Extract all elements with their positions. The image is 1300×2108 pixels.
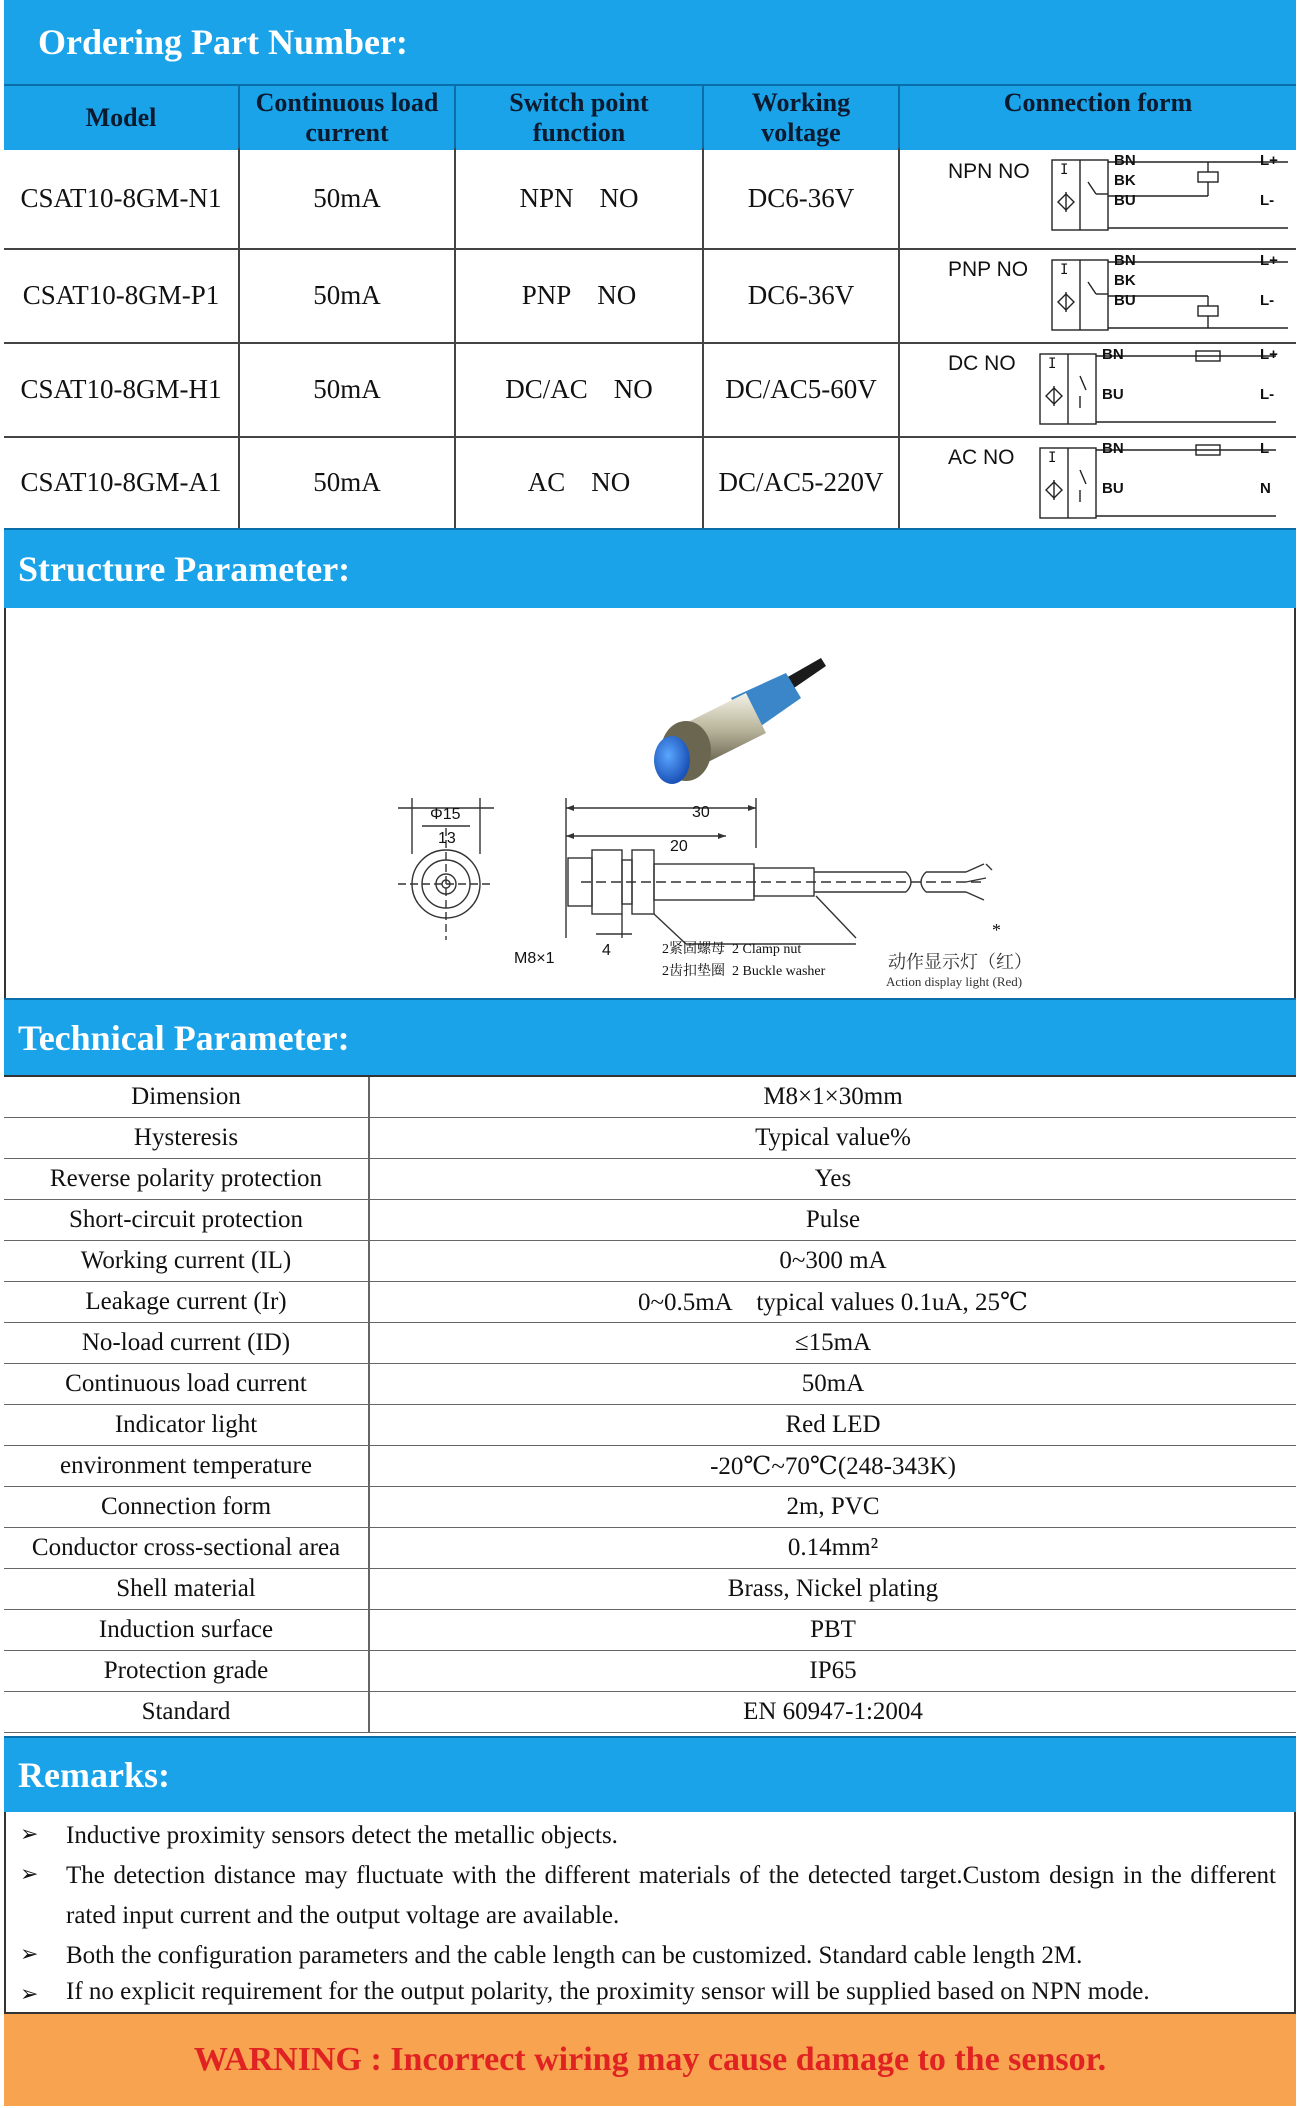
function-type: PNP — [521, 279, 572, 310]
section-header-technical — [4, 998, 1296, 1075]
tech-param-value: M8×1×30mm — [763, 1083, 903, 1110]
tech-param-value: 0~300 mA — [779, 1247, 887, 1274]
tech-param-value: 2m, PVC — [786, 1493, 880, 1520]
header-model: Model — [4, 86, 240, 150]
ordering-table-header — [4, 84, 1296, 150]
function-type: DC/AC — [505, 373, 588, 404]
tech-row — [4, 1077, 1296, 1118]
connection-cell — [900, 436, 1296, 528]
buckle-washer-label — [662, 960, 825, 980]
terminal-label: L+ — [1260, 252, 1278, 269]
clamp-nut-cn: 2紧固螺母 — [662, 942, 725, 957]
terminal-label: L+ — [1260, 152, 1278, 169]
connection-type-label: AC NO — [948, 446, 1015, 469]
tech-param-value: 0~0.5mA typical values 0.1uA, 25℃ — [637, 1289, 1029, 1316]
sensor-symbol: I — [1048, 356, 1057, 372]
model-cell: CSAT10-8GM-H1 — [4, 342, 240, 436]
remark-item: The detection distance may fluctuate with the different materials of the detected target.Custom design in the different rated input current and the output voltage are available. — [66, 1862, 1276, 1929]
tech-param-name: Dimension — [4, 1077, 370, 1117]
dim-thread-spec: M8×1 — [514, 950, 555, 967]
tech-row — [4, 1405, 1296, 1446]
ordering-row — [4, 436, 1296, 530]
model-cell: CSAT10-8GM-N1 — [4, 148, 240, 248]
ordering-row — [4, 342, 1296, 438]
sensor-symbol: I — [1060, 262, 1069, 278]
dim-outer-diameter: Φ15 — [430, 806, 461, 823]
tech-param-name: Reverse polarity protection — [4, 1159, 370, 1199]
tech-param-value: Pulse — [805, 1206, 861, 1233]
tech-param-name: Protection grade — [4, 1651, 370, 1691]
clamp-nut-label — [662, 938, 801, 958]
current-cell: 50mA — [240, 342, 456, 436]
wire-label: BK — [1114, 272, 1136, 289]
section-title-technical: Technical Parameter: — [18, 1017, 350, 1058]
terminal-label: N — [1260, 480, 1271, 497]
tech-param-value: 0.14mm² — [787, 1534, 879, 1561]
tech-param-name: Short-circuit protection — [4, 1200, 370, 1240]
tech-param-name: Shell material — [4, 1569, 370, 1609]
section-title-ordering: Ordering Part Number: — [38, 22, 408, 62]
tech-row — [4, 1323, 1296, 1364]
wire-label: BU — [1102, 480, 1124, 497]
tech-param-name: environment temperature — [4, 1446, 370, 1486]
connection-type-label: PNP NO — [948, 258, 1029, 281]
sensor-symbol: I — [1060, 162, 1069, 178]
header-connection: Connection form — [1003, 88, 1193, 117]
tech-param-name: Indicator light — [4, 1405, 370, 1445]
buckle-washer-en: 2 Buckle washer — [732, 964, 826, 979]
bullet-icon: ➢ — [20, 1982, 39, 2007]
tech-row — [4, 1241, 1296, 1282]
tech-param-value: 50mA — [801, 1370, 865, 1397]
clamp-nut-en: 2 Clamp nut — [732, 942, 802, 957]
tech-param-value: EN 60947-1:2004 — [743, 1698, 923, 1725]
tech-param-value: ≤15mA — [794, 1329, 872, 1356]
tech-param-name: Working current (IL) — [4, 1241, 370, 1281]
tech-row — [4, 1282, 1296, 1323]
function-cell — [456, 342, 704, 436]
tech-row — [4, 1446, 1296, 1487]
tech-param-value: Red LED — [785, 1411, 881, 1438]
tech-param-name: Connection form — [4, 1487, 370, 1527]
section-title-remarks: Remarks: — [18, 1755, 170, 1795]
function-type: AC — [527, 466, 566, 497]
led-label-en: Action display light (Red) — [886, 974, 1023, 989]
led-mark: * — [992, 920, 1001, 940]
header-voltage: Working voltage — [704, 86, 900, 150]
tech-param-name: No-load current (ID) — [4, 1323, 370, 1363]
function-cell — [456, 248, 704, 342]
tech-param-value: IP65 — [809, 1657, 857, 1684]
tech-param-value: Yes — [814, 1165, 852, 1192]
tech-param-name: Continuous load current — [4, 1364, 370, 1404]
sensor-symbol: I — [1048, 450, 1057, 466]
header-current: Continuous load current — [240, 86, 456, 150]
function-contact: NO — [599, 182, 639, 213]
tech-row — [4, 1200, 1296, 1241]
terminal-label: L — [1260, 440, 1270, 457]
wire-label: BU — [1114, 292, 1136, 309]
wiring-diagram — [1036, 442, 1286, 524]
section-header-ordering — [4, 0, 1296, 84]
section-header-structure — [4, 528, 1296, 608]
function-cell — [456, 148, 704, 248]
wiring-diagram — [1036, 348, 1286, 430]
wire-label: BU — [1102, 386, 1124, 403]
wire-label: BN — [1102, 346, 1124, 363]
tech-param-name: Conductor cross-sectional area — [4, 1528, 370, 1568]
ordering-row — [4, 148, 1296, 250]
tech-row — [4, 1528, 1296, 1569]
tech-row — [4, 1364, 1296, 1405]
function-cell — [456, 436, 704, 528]
dim-nut-length: 4 — [602, 942, 611, 959]
terminal-label: L- — [1260, 192, 1275, 209]
dim-total-length: 30 — [692, 804, 710, 821]
tech-row — [4, 1569, 1296, 1610]
sensor-photo — [636, 648, 836, 798]
function-contact: NO — [613, 373, 653, 404]
current-cell: 50mA — [240, 436, 456, 528]
tech-param-name: Standard — [4, 1692, 370, 1732]
function-contact: NO — [591, 466, 631, 497]
tech-param-value: Brass, Nickel plating — [727, 1575, 939, 1602]
connection-cell — [900, 248, 1296, 342]
section-title-structure: Structure Parameter: — [18, 549, 351, 589]
voltage-cell: DC6-36V — [704, 148, 900, 248]
tech-param-name: Hysteresis — [4, 1118, 370, 1158]
wire-label: BN — [1114, 252, 1136, 269]
tech-param-value: PBT — [810, 1616, 856, 1643]
terminal-label: L- — [1260, 292, 1275, 309]
ordering-row — [4, 248, 1296, 344]
voltage-cell: DC6-36V — [704, 248, 900, 342]
wire-label: BN — [1102, 440, 1124, 457]
connection-type-label: NPN NO — [948, 160, 1030, 183]
wire-label: BU — [1114, 192, 1136, 209]
tech-row — [4, 1159, 1296, 1200]
section-header-remarks — [4, 1736, 1296, 1812]
remark-item: Both the configuration parameters and the cable length can be customized. Standard cable length 2M. — [66, 1942, 1083, 1969]
tech-row — [4, 1610, 1296, 1651]
tech-param-value: Typical value% — [755, 1124, 911, 1151]
bullet-icon: ➢ — [20, 1822, 39, 1847]
current-cell: 50mA — [240, 148, 456, 248]
tech-param-name: Leakage current (Ir) — [4, 1282, 370, 1322]
tech-row — [4, 1651, 1296, 1692]
warning-banner: WARNING : Incorrect wiring may cause damage to the sensor. — [4, 2012, 1296, 2106]
tech-row — [4, 1487, 1296, 1528]
tech-param-name: Induction surface — [4, 1610, 370, 1650]
function-type: NPN — [519, 182, 574, 213]
model-cell: CSAT10-8GM-A1 — [4, 436, 240, 528]
bullet-icon: ➢ — [20, 1942, 39, 1967]
dim-thread-length: 20 — [670, 838, 688, 855]
bullet-icon: ➢ — [20, 1862, 39, 1887]
model-cell: CSAT10-8GM-P1 — [4, 248, 240, 342]
connection-cell — [900, 342, 1296, 436]
remark-item: If no explicit requirement for the output polarity, the proximity sensor will be supplied based on NPN mode. — [66, 1978, 1150, 2005]
tech-param-value: -20℃~70℃(248-343K) — [710, 1453, 956, 1480]
connection-type-label: DC NO — [948, 352, 1016, 375]
tech-row — [4, 1118, 1296, 1159]
voltage-cell: DC/AC5-220V — [704, 436, 900, 528]
terminal-label: L- — [1260, 386, 1275, 403]
led-label-cn: 动作显示灯（红） — [888, 952, 1032, 972]
current-cell: 50mA — [240, 248, 456, 342]
datasheet-page — [4, 0, 1296, 2104]
dim-inner-diameter: 13 — [438, 830, 456, 847]
structure-drawing-area — [4, 608, 1296, 998]
voltage-cell: DC/AC5-60V — [704, 342, 900, 436]
wire-label: BN — [1114, 152, 1136, 169]
wire-label: BK — [1114, 172, 1136, 189]
technical-table — [4, 1075, 1296, 1725]
connection-cell — [900, 148, 1296, 248]
remark-item: Inductive proximity sensors detect the metallic objects. — [66, 1822, 618, 1849]
terminal-label: L+ — [1260, 346, 1278, 363]
header-function: Switch point function — [456, 86, 704, 150]
remarks-list — [4, 1812, 1296, 2012]
function-contact: NO — [597, 279, 637, 310]
tech-row — [4, 1692, 1296, 1733]
buckle-washer-cn: 2齿扣垫圈 — [662, 964, 725, 979]
